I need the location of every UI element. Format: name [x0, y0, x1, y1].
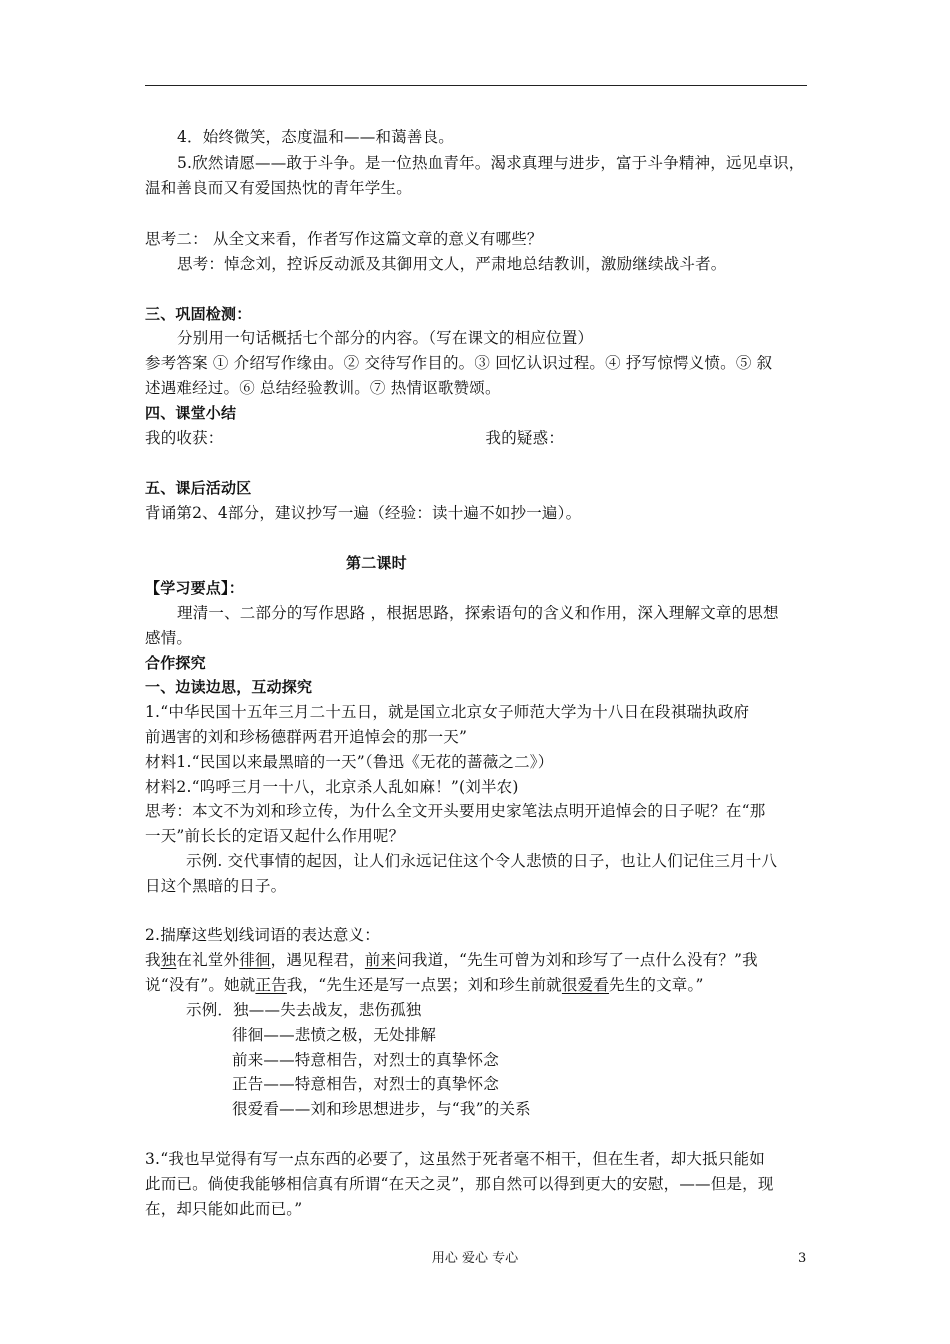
- section-3-answer-line1: 参考答案 ① 介绍写作缘由。② 交待写作目的。③ 回忆认识过程。④ 抒写惊愕义愤。⑤ 叙: [145, 354, 773, 372]
- my-doubts-label: 我的疑惑：: [485, 429, 565, 447]
- q1-example-line1: 示例. 交代事情的起因，让人们永远记住这个令人悲愤的日子，也让人们记住三月十八: [186, 852, 778, 870]
- section-3-heading: 三、巩固检测：: [145, 305, 252, 323]
- q1-material-2: 材料2.“呜呼三月一十八，北京杀人乱如麻！”(刘半农): [145, 778, 519, 796]
- item-5-line1: 5.欣然请愿——敢于斗争。是一位热血青年。渴求真理与进步，富于斗争精神，远见卓识，: [177, 154, 805, 172]
- passage-text: 说“没有”。她就: [145, 976, 256, 994]
- q1-think-line2: 一天”前长长的定语又起什么作用呢？: [145, 827, 405, 845]
- think2-question: 思考二： 从全文来看，作者写作这篇文章的意义有哪些？: [145, 230, 543, 248]
- study-points-heading: 【学习要点】：: [145, 579, 244, 597]
- q2-example-1: 示例．独——失去战友，悲伤孤独: [186, 1001, 422, 1019]
- section-5-heading: 五、课后活动区: [145, 479, 252, 497]
- q1-example-line2: 日这个黑暗的日子。: [145, 877, 287, 895]
- q3-quote-line2: 此而已。倘使我能够相信真有所谓“在天之灵”，那自然可以得到更大的安慰，——但是，现: [145, 1175, 774, 1193]
- item-4: 4．始终微笑，态度温和——和蔼善良。: [177, 128, 454, 146]
- passage-text: 问我道，“先生可曾为刘和珍写了一点什么没有？”我: [396, 951, 758, 969]
- section-3-task: 分别用一句话概括七个部分的内容。（写在课文的相应位置）: [177, 329, 594, 347]
- q1-quote-line1: 1.“中华民国十五年三月二十五日，就是国立北京女子师范大学为十八日在段祺瑞执政府: [145, 703, 750, 721]
- section-5-text: 背诵第2、4部分，建议抄写一遍（经验：读十遍不如抄一遍）。: [145, 504, 582, 522]
- underlined-word-paihuai: 徘徊: [239, 951, 271, 969]
- lesson-2-title: 第二课时: [346, 554, 407, 572]
- q2-example-4: 正告——特意相告，对烈士的真挚怀念: [232, 1075, 499, 1093]
- study-points-line1: 理清一、二部分的写作思路 ，根据思路，探索语句的含义和作用，深入理解文章的思想: [177, 604, 779, 622]
- think2-answer: 思考：悼念刘，控诉反动派及其御用文人，严肃地总结教训，激励继续战斗者。: [177, 255, 727, 273]
- q3-quote-line3: 在，却只能如此而已。”: [145, 1200, 303, 1218]
- underlined-word-zhenggao: 正告: [255, 976, 287, 994]
- underlined-word-qianlai: 前来: [364, 951, 397, 969]
- section-4-heading: 四、课堂小结: [145, 404, 237, 422]
- underlined-word-henaikan: 很爱看: [561, 976, 609, 994]
- q2-title: 2.揣摩这些划线词语的表达意义：: [145, 926, 380, 944]
- q2-example-5: 很爱看——刘和珍思想进步，与“我”的关系: [232, 1100, 531, 1118]
- q1-quote-line2: 前遇害的刘和珍杨德群两君开追悼会的那一天”: [145, 728, 468, 746]
- passage-text: 先生的文章。”: [609, 976, 704, 994]
- study-points-line2: 感情。: [145, 629, 193, 647]
- q1-material-1: 材料1.“民国以来最黑暗的一天”（鲁迅《无花的蔷薇之二》）: [145, 753, 554, 771]
- my-gains-label: 我的收获：: [145, 429, 224, 447]
- q1-think-line1: 思考：本文不为刘和珍立传，为什么全文开头要用史家笔法点明开追悼会的日子呢？在“那: [145, 802, 766, 820]
- summary-line: [145, 428, 564, 448]
- q3-quote-line1: 3.“我也早觉得有写一点东西的必要了，这虽然于死者毫不相干，但在生者，却大抵只能如: [145, 1150, 765, 1168]
- item-5-line2: 温和善良而又有爱国热忱的青年学生。: [145, 179, 412, 197]
- page-number: 3: [798, 1251, 807, 1266]
- section-3-answer-line2: 述遇难经过。⑥ 总结经验教训。⑦ 热情讴歌赞颂。: [145, 379, 501, 397]
- passage-text: 在礼堂外: [176, 951, 240, 969]
- page-footer: 用心 爱心 专心: [431, 1251, 519, 1266]
- underlined-word-du: 独: [160, 951, 177, 969]
- passage-text: ，遇见程君，: [270, 951, 365, 969]
- passage-text: 我: [145, 951, 161, 969]
- cooperative-inquiry-heading: 合作探究: [145, 654, 206, 672]
- q2-passage-line1: [145, 950, 758, 970]
- passage-text: 我，“先生还是写一点罢；刘和珍生前就: [286, 976, 562, 994]
- header-rule: [145, 85, 807, 86]
- q2-example-2: 徘徊——悲愤之极，无处排解: [232, 1026, 437, 1044]
- subsection-1-heading: 一、边读边思，互动探究: [145, 678, 313, 696]
- q2-passage-line2: [145, 975, 704, 995]
- q2-example-3: 前来——特意相告，对烈士的真挚怀念: [232, 1051, 499, 1069]
